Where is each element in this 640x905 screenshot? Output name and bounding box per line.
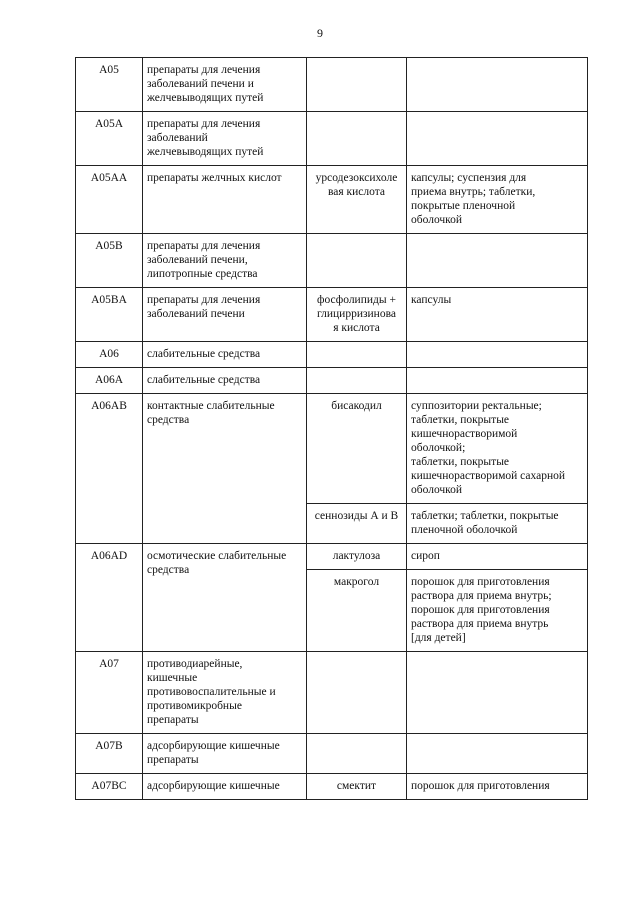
table-row: [76, 734, 588, 774]
dosage-form-cell-line: кишечнорастворимой: [411, 428, 518, 440]
drug-name-cell-line: вая кислота: [327, 186, 385, 198]
drug-name-cell: [307, 234, 407, 288]
drug-name-cell: [307, 394, 407, 504]
drug-name-cell: [307, 774, 407, 800]
group-name-cell-line: препараты желчных кислот: [147, 172, 282, 184]
drug-name-cell-line: глицирризинова: [317, 308, 396, 320]
group-name-cell: [143, 166, 307, 234]
drug-name-cell: [307, 504, 407, 544]
table-row: [76, 774, 588, 800]
dosage-form-cell: [407, 570, 588, 652]
group-name-cell: [143, 734, 307, 774]
group-name-cell-line: противомикробные: [147, 700, 242, 712]
dosage-form-cell-line: раствора для приема внутрь: [411, 618, 549, 630]
group-name-cell: [143, 544, 307, 652]
dosage-form-cell: [407, 112, 588, 166]
group-name-cell-line: препараты для лечения: [147, 294, 261, 306]
group-name-cell-line: средства: [147, 564, 190, 576]
dosage-form-cell-line: пленочной оболочкой: [411, 524, 518, 536]
dosage-form-cell-line: таблетки, покрытые: [411, 456, 510, 468]
drug-classification-table: [75, 57, 588, 800]
dosage-form-cell-line: порошок для приготовления: [411, 576, 550, 588]
atc-code-cell: A05: [76, 58, 143, 112]
drug-name-cell: [307, 734, 407, 774]
atc-code-cell: A07BC: [76, 774, 143, 800]
group-name-cell-line: средства: [147, 414, 190, 426]
dosage-form-cell: [407, 544, 588, 570]
dosage-form-cell-line: капсулы: [411, 294, 452, 306]
table-row: [76, 544, 588, 570]
group-name-cell-line: адсорбирующие кишечные: [147, 780, 280, 792]
group-name-cell-line: слабительные средства: [147, 348, 261, 360]
group-name-cell-line: противовоспалительные и: [147, 686, 276, 698]
atc-code-cell: A07B: [76, 734, 143, 774]
dosage-form-cell-line: порошок для приготовления: [411, 604, 550, 616]
dosage-form-cell: [407, 734, 588, 774]
table-row: [76, 342, 588, 368]
group-name-cell: [143, 368, 307, 394]
atc-code-cell: A05AA: [76, 166, 143, 234]
group-name-cell-line: противодиарейные,: [147, 658, 243, 670]
dosage-form-cell-line: таблетки, покрытые: [411, 414, 510, 426]
dosage-form-cell-line: оболочкой: [411, 484, 463, 496]
dosage-form-cell-line: капсулы; суспензия для: [411, 172, 527, 184]
drug-name-cell-line: фосфолипиды +: [317, 294, 396, 306]
dosage-form-cell-line: приема внутрь; таблетки,: [411, 186, 536, 198]
group-name-cell-line: препараты для лечения: [147, 118, 261, 130]
group-name-cell-line: осмотические слабительные: [147, 550, 287, 562]
drug-name-cell: [307, 544, 407, 570]
atc-code-cell: A06: [76, 342, 143, 368]
dosage-form-cell: [407, 234, 588, 288]
group-name-cell-line: препараты для лечения: [147, 240, 261, 252]
dosage-form-cell-line: покрытые пленочной: [411, 200, 516, 212]
group-name-cell-line: липотропные средства: [147, 268, 258, 280]
group-name-cell-line: заболеваний печени: [147, 308, 245, 320]
atc-code-cell: A06AD: [76, 544, 143, 652]
group-name-cell-line: препараты: [147, 714, 199, 726]
group-name-cell-line: заболеваний печени и: [147, 78, 254, 90]
table-row: [76, 288, 588, 342]
dosage-form-cell-line: оболочкой;: [411, 442, 466, 454]
table-row: [76, 58, 588, 112]
drug-name-cell: [307, 342, 407, 368]
dosage-form-cell: [407, 288, 588, 342]
atc-code-cell: A06A: [76, 368, 143, 394]
dosage-form-cell: [407, 342, 588, 368]
atc-code-cell: A05B: [76, 234, 143, 288]
group-name-cell-line: адсорбирующие кишечные: [147, 740, 280, 752]
dosage-form-cell-line: [для детей]: [411, 632, 466, 644]
drug-name-cell-line: смектит: [336, 780, 377, 792]
dosage-form-cell-line: порошок для приготовления: [411, 780, 550, 792]
dosage-form-cell: [407, 368, 588, 394]
group-name-cell: [143, 774, 307, 800]
group-name-cell: [143, 288, 307, 342]
atc-code-cell: A07: [76, 652, 143, 734]
drug-name-cell: [307, 288, 407, 342]
group-name-cell-line: заболеваний: [147, 132, 208, 144]
group-name-cell: [143, 342, 307, 368]
drug-name-cell-line: сеннозиды А и В: [314, 510, 399, 522]
dosage-form-cell: [407, 58, 588, 112]
dosage-form-cell-line: кишечнорастворимой сахарной: [411, 470, 566, 482]
table-row: [76, 394, 588, 504]
drug-name-cell: [307, 112, 407, 166]
table-row: [76, 234, 588, 288]
dosage-form-cell-line: сироп: [411, 550, 440, 562]
drug-name-cell-line: макрогол: [333, 576, 380, 588]
group-name-cell: [143, 58, 307, 112]
drug-name-cell-line: лактулоза: [332, 550, 381, 562]
group-name-cell-line: желчевыводящих путей: [147, 146, 264, 158]
table-row: [76, 166, 588, 234]
drug-name-cell: [307, 570, 407, 652]
group-name-cell: [143, 234, 307, 288]
drug-name-cell: [307, 652, 407, 734]
atc-code-cell: A05BA: [76, 288, 143, 342]
dosage-form-cell: [407, 504, 588, 544]
group-name-cell: [143, 652, 307, 734]
dosage-form-cell: [407, 652, 588, 734]
group-name-cell: [143, 394, 307, 544]
table-row: [76, 112, 588, 166]
group-name-cell-line: кишечные: [147, 672, 198, 684]
dosage-form-cell-line: оболочкой: [411, 214, 463, 226]
atc-code-cell: A05A: [76, 112, 143, 166]
group-name-cell-line: контактные слабительные: [147, 400, 275, 412]
drug-name-cell-line: урсодезоксихоле: [315, 172, 398, 184]
dosage-form-cell: [407, 774, 588, 800]
dosage-form-cell-line: раствора для приема внутрь;: [411, 590, 552, 602]
page-number: 9: [317, 26, 323, 40]
group-name-cell-line: препараты: [147, 754, 199, 766]
atc-code-cell: A06AB: [76, 394, 143, 544]
dosage-form-cell: [407, 166, 588, 234]
drug-name-cell-line: бисакодил: [331, 400, 382, 412]
group-name-cell-line: заболеваний печени,: [147, 254, 248, 266]
dosage-form-cell-line: суппозитории ректальные;: [411, 400, 542, 412]
drug-name-cell-line: я кислота: [333, 322, 380, 334]
dosage-form-cell: [407, 394, 588, 504]
dosage-form-cell-line: таблетки; таблетки, покрытые: [411, 510, 559, 522]
drug-name-cell: [307, 58, 407, 112]
drug-name-cell: [307, 166, 407, 234]
group-name-cell: [143, 112, 307, 166]
group-name-cell-line: препараты для лечения: [147, 64, 261, 76]
group-name-cell-line: желчевыводящих путей: [147, 92, 264, 104]
table-row: [76, 652, 588, 734]
group-name-cell-line: слабительные средства: [147, 374, 261, 386]
drug-name-cell: [307, 368, 407, 394]
table-row: [76, 368, 588, 394]
